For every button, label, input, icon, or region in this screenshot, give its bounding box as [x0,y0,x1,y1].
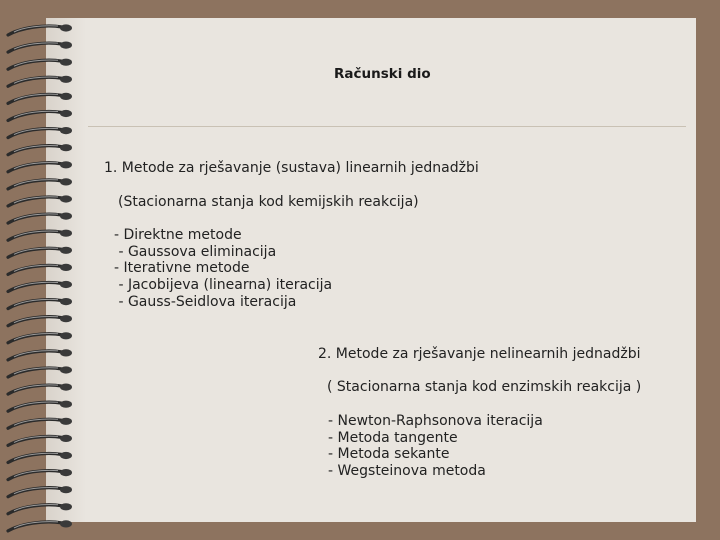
section1-item: - Gauss-Seidlova iteracija [114,294,297,310]
binding-hole [60,366,72,373]
binding-hole [60,349,72,356]
section2-item: - Newton-Raphsonova iteracija [328,413,543,429]
binding-hole [60,332,72,339]
title-divider [88,126,686,127]
binding-hole [60,247,72,254]
binding-hole [60,76,72,83]
section1-heading: 1. Metode za rješavanje (sustava) linearnih jednadžbi [104,160,479,176]
section2-item: - Wegsteinova metoda [328,463,486,479]
slide-title: Računski dio [334,66,431,82]
binding-hole [60,298,72,305]
binding-hole [60,42,72,49]
section2-heading: 2. Metode za rješavanje nelinearnih jednadžbi [318,346,641,362]
section1-item: - Jacobijeva (linearna) iteracija [114,277,333,293]
binding-hole [60,281,72,288]
binding-hole [60,264,72,271]
binding-hole [60,110,72,117]
binding-hole [60,178,72,185]
binding-hole [60,93,72,100]
section2-item: - Metoda tangente [328,430,458,446]
section1-subheading: (Stacionarna stanja kod kemijskih reakcija) [118,194,419,210]
section1-item: - Gaussova eliminacija [114,244,277,260]
binding-hole [60,315,72,322]
section2-subheading: ( Stacionarna stanja kod enzimskih reakcija ) [327,379,642,395]
spiral-binding-icon [0,0,90,540]
binding-hole [60,230,72,237]
binding-hole [60,401,72,408]
binding-hole [60,161,72,168]
binding-hole [60,384,72,391]
section1-item: - Direktne metode [114,227,242,243]
binding-hole [60,59,72,66]
binding-hole [60,452,72,459]
binding-hole [60,24,72,31]
binding-hole [60,435,72,442]
binding-hole [60,195,72,202]
binding-hole [60,503,72,510]
section1-item: - Iterativne metode [114,260,250,276]
binding-hole [60,418,72,425]
section2-item: - Metoda sekante [328,446,450,462]
binding-hole [60,213,72,220]
binding-hole [60,486,72,493]
binding-hole [60,469,72,476]
binding-hole [60,520,72,527]
binding-hole [60,127,72,134]
binding-hole [60,144,72,151]
